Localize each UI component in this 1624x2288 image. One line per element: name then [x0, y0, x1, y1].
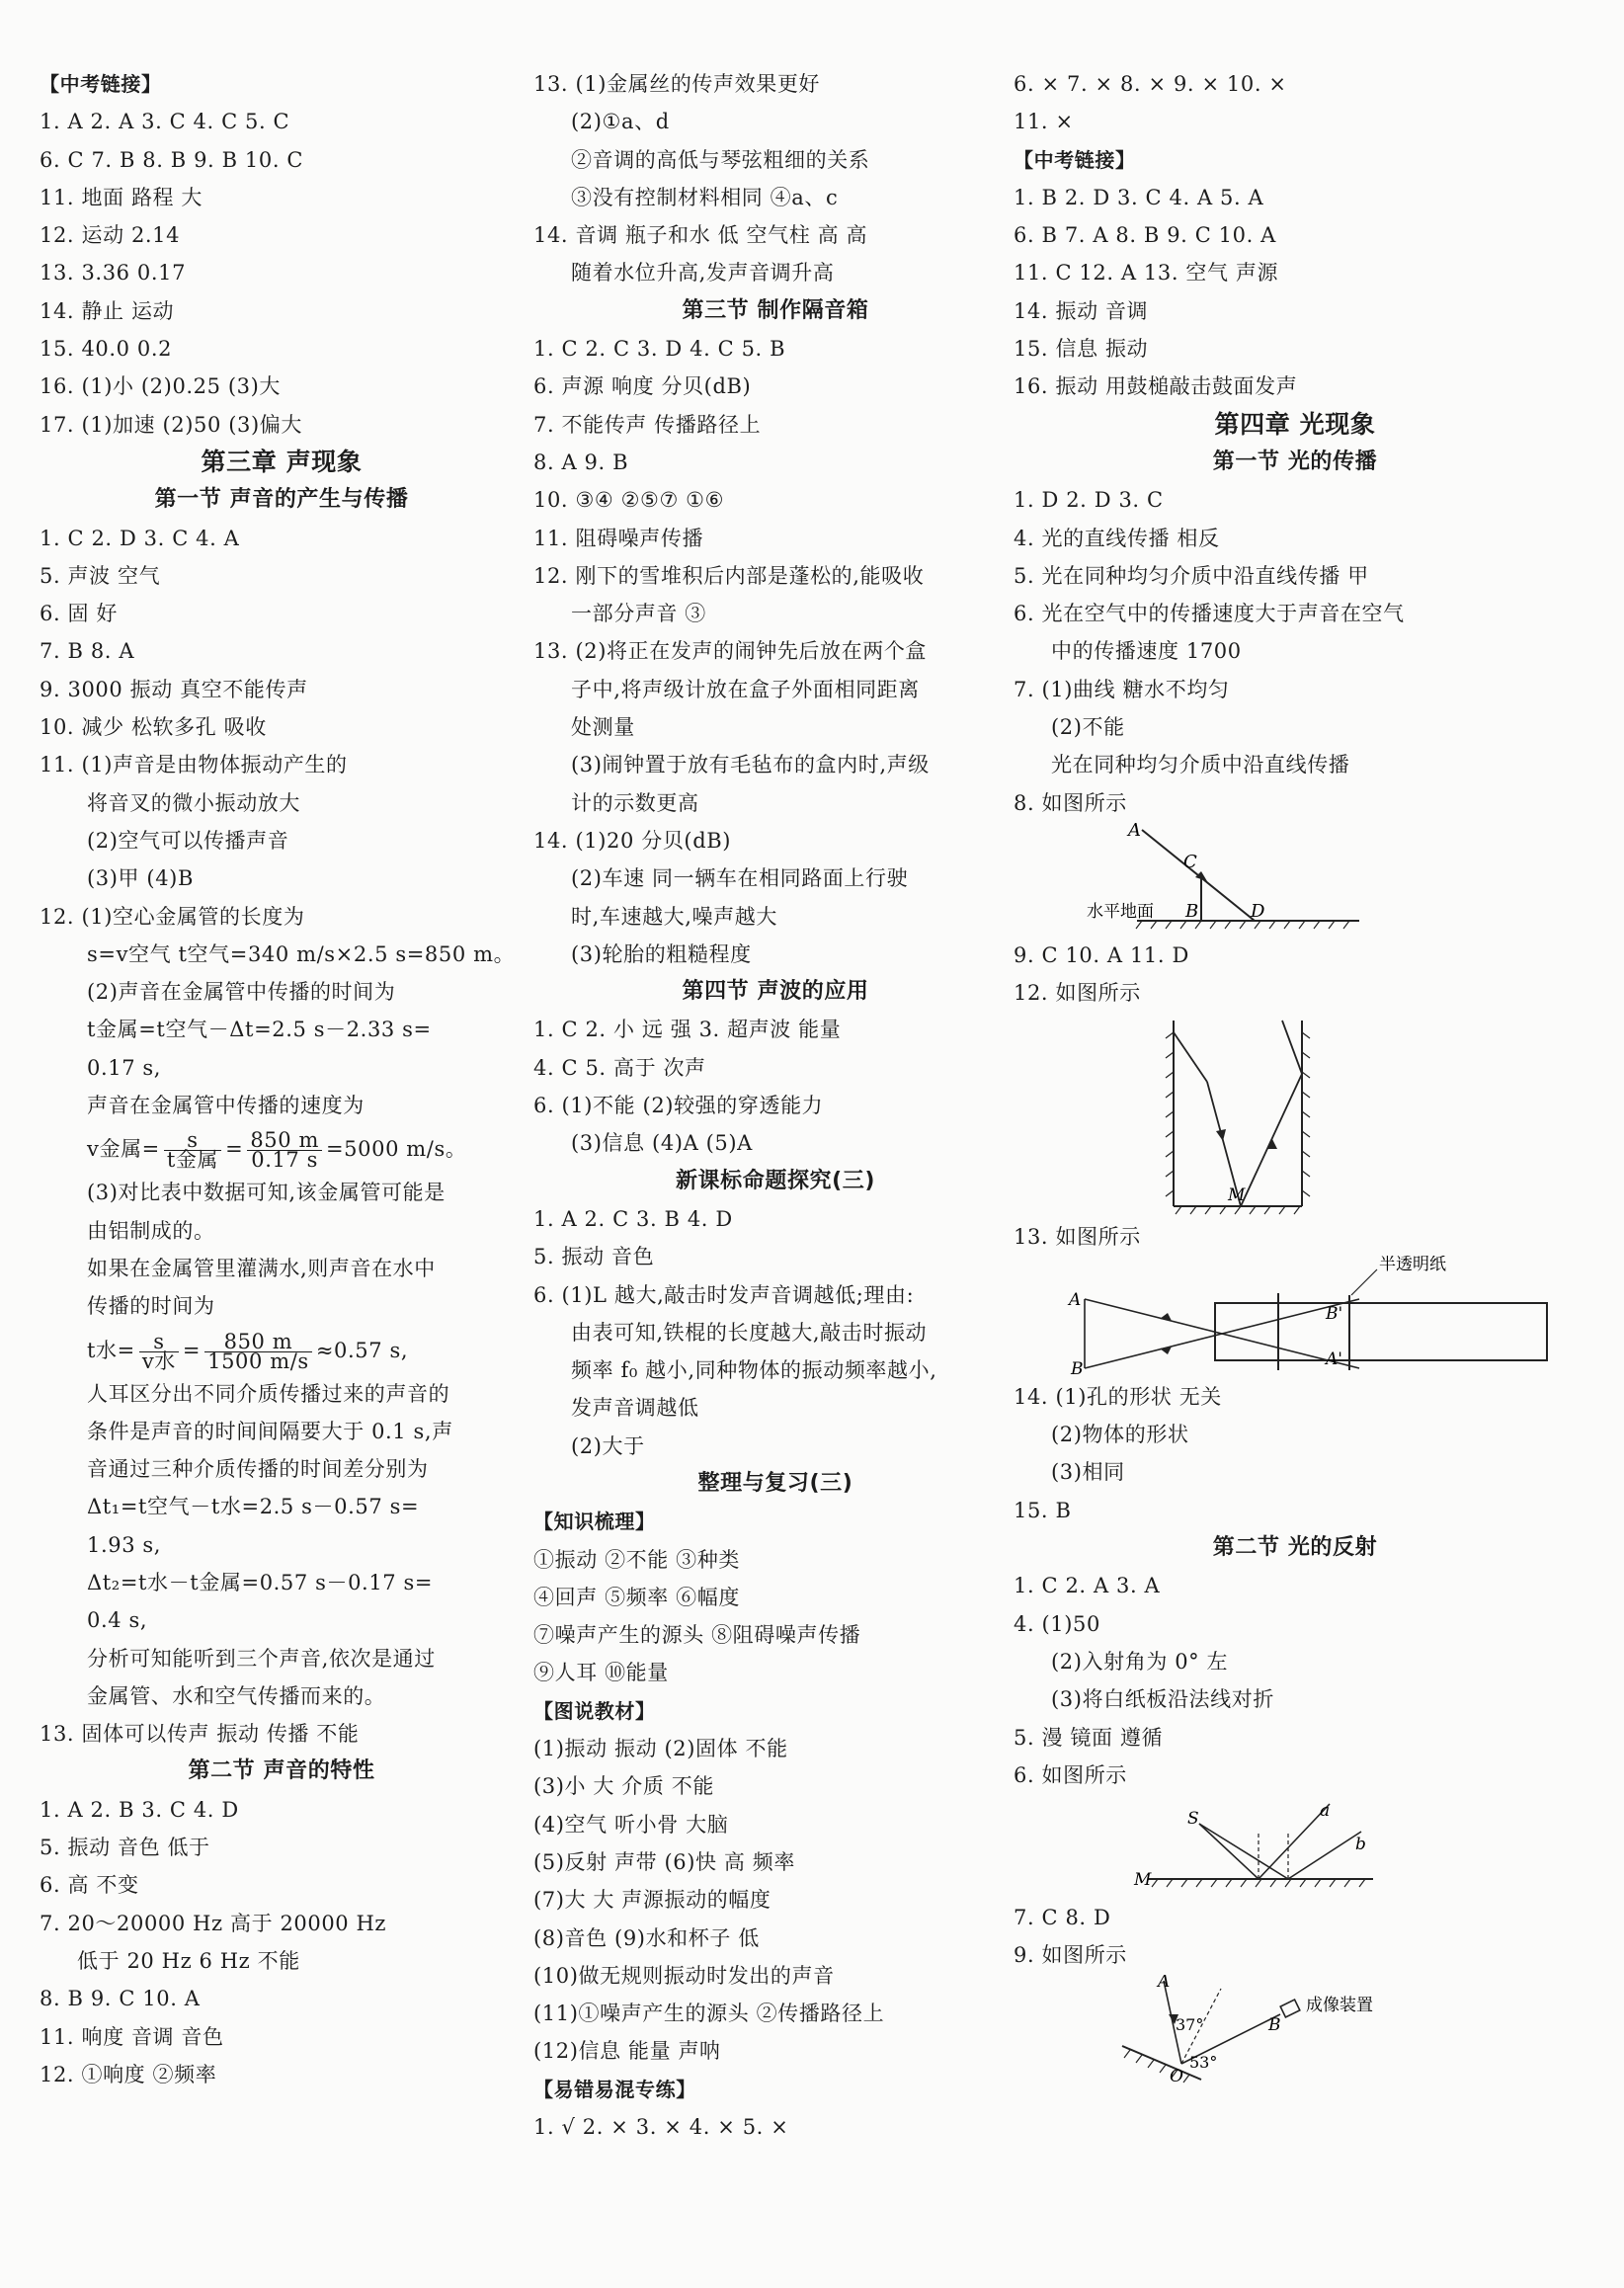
- answer-line: (2)入射角为 0° 左: [1051, 1649, 1229, 1674]
- svg-text:D: D: [1251, 900, 1265, 922]
- answer-line: 1. C 2. A 3. A: [1014, 1574, 1161, 1598]
- answer-line: 将音叉的微小振动放大: [87, 790, 300, 815]
- svg-text:C: C: [1183, 851, 1197, 872]
- column-3: [1014, 65, 1577, 2085]
- answer-line: (7)大 大 声源振动的幅度: [533, 1888, 771, 1913]
- answer-line: 11. ×: [1014, 110, 1074, 134]
- section-tag: 【中考链接】: [40, 72, 162, 96]
- answer-line: 7. 20～20000 Hz 高于 20000 Hz: [40, 1911, 387, 1935]
- answer-line: 10. ③④ ②⑤⑦ ①⑥: [533, 488, 725, 513]
- answer-line: 低于 20 Hz 6 Hz 不能: [77, 1948, 300, 1973]
- answer-line: 6. 如图所示: [1014, 1762, 1127, 1787]
- answer-line: ②音调的高低与琴弦粗细的关系: [571, 147, 870, 172]
- answer-line: (2)①a、d: [571, 110, 670, 134]
- answer-line: 7. B 8. A: [40, 639, 135, 664]
- section-tag: 【中考链接】: [1014, 147, 1136, 172]
- answer-line: 14. 振动 音调: [1014, 298, 1149, 323]
- answer-line: s=v空气 t空气=340 m/s×2.5 s=850 m。: [87, 941, 516, 966]
- answer-line: Δt₂=t水－t金属=0.57 s－0.17 s=: [87, 1570, 434, 1594]
- answer-line: (2)声音在金属管中传播的时间为: [87, 980, 396, 1005]
- answer-line: 12. 运动 2.14: [40, 223, 181, 248]
- answer-line: 14. 静止 运动: [40, 298, 175, 323]
- answer-line: 6. B 7. A 8. B 9. C 10. A: [1014, 223, 1276, 248]
- answer-line: 6. (1)L 越大,敲击时发声音调越低;理由:: [533, 1282, 915, 1307]
- figure-9: [1014, 1975, 1577, 2085]
- svg-text:53°: 53°: [1189, 2052, 1218, 2072]
- answer-line: 5. 光在同种均匀介质中沿直线传播 甲: [1014, 563, 1369, 588]
- answer-line: 11. 响度 音调 音色: [40, 2024, 224, 2049]
- answer-line: 16. 振动 用鼓槌敲击鼓面发声: [1014, 374, 1298, 399]
- answer-line: 14. 音调 瓶子和水 低 空气柱 高 高: [533, 223, 868, 248]
- answer-line: 子中,将声级计放在盒子外面相同距离: [571, 677, 920, 701]
- answer-line: 12. (1)空心金属管的长度为: [40, 904, 305, 929]
- answer-line: 13. (2)将正在发声的闹钟先后放在两个盒: [533, 639, 928, 664]
- svg-text:S: S: [1187, 1809, 1199, 1830]
- figure-13: [1014, 1256, 1577, 1378]
- section-title: 整理与复习(三): [697, 1470, 853, 1496]
- answer-line: 8. 如图所示: [1014, 790, 1127, 815]
- svg-text:A: A: [1069, 1289, 1082, 1310]
- section-title: 第二节 光的反射: [1212, 1535, 1378, 1561]
- answer-line: 15. 40.0 0.2: [40, 337, 173, 362]
- svg-text:B: B: [1185, 900, 1199, 922]
- section-title: 新课标命题探究(三): [675, 1168, 876, 1193]
- answer-line: 金属管、水和空气传播而来的。: [87, 1683, 386, 1708]
- figure-6-diagram: [1014, 1794, 1577, 1899]
- answer-line: 7. (1)曲线 糖水不均匀: [1014, 677, 1230, 701]
- answer-line: (3)甲 (4)B: [87, 866, 195, 891]
- answer-line: 1. B 2. D 3. C 4. A 5. A: [1014, 185, 1264, 209]
- figure-13-diagram: [1014, 1256, 1577, 1378]
- section-title: 第二节 声音的特性: [188, 1758, 375, 1784]
- answer-line: 0.4 s,: [87, 1608, 148, 1633]
- answer-line: (4)空气 听小骨 大脑: [533, 1812, 729, 1837]
- answer-line: (3)轮胎的粗糙程度: [571, 941, 752, 966]
- answer-line: 12. 如图所示: [1014, 981, 1141, 1006]
- svg-text:A: A: [1158, 1974, 1171, 1992]
- answer-line: 一部分声音 ③: [571, 602, 706, 626]
- answer-line: 发声音调越低: [571, 1396, 699, 1421]
- answer-line: 1. A 2. A 3. C 4. C 5. C: [40, 110, 290, 134]
- answer-line: (2)不能: [1051, 715, 1125, 740]
- svg-text:B': B': [1326, 1303, 1343, 1324]
- answer-line: (12)信息 能量 声呐: [533, 2039, 721, 2064]
- svg-text:成像装置: 成像装置: [1306, 1995, 1373, 2015]
- svg-text:水平地面: 水平地面: [1087, 901, 1154, 922]
- column-1: [40, 65, 524, 2093]
- answer-line: 1. C 2. 小 远 强 3. 超声波 能量: [533, 1018, 842, 1042]
- answer-line: ⑨人耳 ⑩能量: [533, 1661, 669, 1685]
- answer-line: (3)将白纸板沿法线对折: [1051, 1687, 1274, 1712]
- answer-line: 6. 高 不变: [40, 1873, 139, 1898]
- answer-line: 光在同种均匀介质中沿直线传播: [1051, 753, 1350, 777]
- answer-line: 6. 固 好: [40, 602, 118, 626]
- section-title: 第四节 声波的应用: [682, 979, 869, 1005]
- answer-line: 声音在金属管中传播的速度为: [87, 1094, 365, 1118]
- answer-line: (3)相同: [1051, 1460, 1125, 1485]
- answer-line: 6. 光在空气中的传播速度大于声音在空气: [1014, 602, 1405, 626]
- section-title: 第一节 声音的产生与传播: [154, 487, 409, 513]
- answer-line: 时,车速越大,噪声越大: [571, 904, 777, 929]
- answer-line: 6. 声源 响度 分贝(dB): [533, 374, 752, 399]
- formula-time: t水= $\frac{s}{\text{v水}}$ = $\frac{850 m}{1500 m/s}$ ≈0.57 s,: [87, 1329, 409, 1373]
- answer-line: ③没有控制材料相同 ④a、c: [571, 185, 839, 209]
- answer-line: 分析可知能听到三个声音,依次是通过: [87, 1646, 436, 1671]
- answer-line: 1.93 s,: [87, 1532, 162, 1557]
- answer-line: 1. √ 2. × 3. × 4. × 5. ×: [533, 2115, 789, 2140]
- formula-speed: v金属= $\frac{s}{\text{t金属}}$ = $\frac{850 m}{0.17 s}$ =5000 m/s。: [87, 1128, 467, 1173]
- answer-line: 音通过三种介质传播的时间差分别为: [87, 1457, 429, 1482]
- answer-line: 传播的时间为: [87, 1294, 215, 1319]
- answer-line: 5. 振动 音色 低于: [40, 1836, 210, 1860]
- answer-line: 12. 刚下的雪堆积后内部是蓬松的,能吸收: [533, 563, 925, 588]
- answer-line: 1. A 2. B 3. C 4. D: [40, 1797, 239, 1822]
- fraction: $\frac{s}{\text{t金属}}$: [164, 1131, 221, 1170]
- figure-12: [1014, 1013, 1577, 1218]
- chapter-title: 第四章 光现象: [1214, 409, 1376, 439]
- answer-line: (3)信息 (4)A (5)A: [571, 1131, 753, 1156]
- svg-text:半透明纸: 半透明纸: [1379, 1255, 1446, 1274]
- answer-line: 人耳区分出不同介质传播过来的声音的: [87, 1381, 450, 1406]
- answer-line: 6. (1)不能 (2)较强的穿透能力: [533, 1094, 824, 1118]
- fraction: $\frac{850 m}{0.17 s}$: [247, 1131, 322, 1170]
- answer-line: 5. 声波 空气: [40, 563, 161, 588]
- answer-line: 4. 光的直线传播 相反: [1014, 526, 1220, 550]
- figure-6: [1014, 1794, 1577, 1899]
- answer-line: t金属=t空气－Δt=2.5 s－2.33 s=: [87, 1018, 432, 1042]
- answer-line: 条件是声音的时间间隔要大于 0.1 s,声: [87, 1419, 453, 1443]
- answer-line: 11. (1)声音是由物体振动产生的: [40, 753, 348, 777]
- answer-line: (3)小 大 介质 不能: [533, 1774, 714, 1799]
- answer-line: 17. (1)加速 (2)50 (3)偏大: [40, 412, 302, 437]
- answer-line: 15. 信息 振动: [1014, 337, 1149, 362]
- svg-text:A: A: [1128, 821, 1141, 841]
- answer-line: 处测量: [571, 715, 635, 740]
- answer-line: 4. (1)50: [1014, 1611, 1100, 1636]
- answer-line: 6. × 7. × 8. × 9. × 10. ×: [1014, 72, 1287, 96]
- figure-8: [1014, 822, 1577, 937]
- answer-line: 6. C 7. B 8. B 9. B 10. C: [40, 147, 304, 172]
- svg-text:O: O: [1170, 2066, 1183, 2085]
- answer-line: 8. B 9. C 10. A: [40, 1987, 201, 2011]
- answer-line: 7. 不能传声 传播路径上: [533, 412, 762, 437]
- section-tag: 【图说教材】: [533, 1698, 656, 1723]
- svg-text:37°: 37°: [1176, 2014, 1204, 2034]
- answer-line: (11)①噪声产生的源头 ②传播路径上: [533, 2002, 885, 2026]
- answer-line: 14. (1)孔的形状 无关: [1014, 1384, 1222, 1409]
- answer-line: 频率 f₀ 越小,同种物体的振动频率越小,: [571, 1358, 937, 1383]
- answer-line: (3)对比表中数据可知,该金属管可能是: [87, 1181, 446, 1205]
- svg-text:b: b: [1355, 1835, 1366, 1855]
- answer-line: (2)大于: [571, 1433, 645, 1458]
- answer-line: 13. 3.36 0.17: [40, 261, 187, 286]
- answer-line: 11. C 12. A 13. 空气 声源: [1014, 261, 1279, 286]
- section-title: 第三节 制作隔音箱: [682, 297, 869, 323]
- answer-line: ⑦噪声产生的源头 ⑧阻碍噪声传播: [533, 1623, 861, 1648]
- answer-line: 中的传播速度 1700: [1051, 639, 1242, 664]
- column-2: [533, 65, 1017, 2146]
- figure-8-diagram: [1014, 822, 1577, 937]
- answer-line: 4. C 5. 高于 次声: [533, 1055, 706, 1080]
- answer-line: 12. ①响度 ②频率: [40, 2062, 217, 2086]
- answer-line: 7. C 8. D: [1014, 1906, 1111, 1930]
- answer-line: 9. C 10. A 11. D: [1014, 942, 1189, 967]
- answer-line: ④回声 ⑤频率 ⑥幅度: [533, 1585, 740, 1609]
- svg-text:M: M: [1134, 1870, 1152, 1891]
- figure-12-diagram: [1014, 1013, 1577, 1218]
- answer-line: 1. D 2. D 3. C: [1014, 488, 1164, 513]
- answer-line: 13. 固体可以传声 振动 传播 不能: [40, 1722, 360, 1747]
- answer-line: 0.17 s,: [87, 1055, 162, 1080]
- answer-line: (8)音色 (9)水和杯子 低: [533, 1925, 760, 1950]
- answer-line: (2)车速 同一辆车在相同路面上行驶: [571, 866, 909, 891]
- svg-text:a: a: [1320, 1801, 1331, 1822]
- answer-line: 10. 减少 松软多孔 吸收: [40, 715, 267, 740]
- answer-line: 9. 3000 振动 真空不能传声: [40, 677, 308, 701]
- svg-text:B: B: [1268, 2014, 1281, 2035]
- answer-line: (2)物体的形状: [1051, 1423, 1189, 1447]
- answer-line: 11. 阻碍噪声传播: [533, 526, 704, 550]
- svg-text:B: B: [1071, 1358, 1084, 1378]
- answer-line: (10)做无规则振动时发出的声音: [533, 1963, 835, 1988]
- svg-text:M: M: [1228, 1185, 1246, 1205]
- answer-line: 随着水位升高,发声音调升高: [571, 261, 835, 286]
- answer-line: (3)闹钟置于放有毛毡布的盒内时,声级: [571, 753, 930, 777]
- fraction: $\frac{850 m}{1500 m/s}$: [204, 1333, 312, 1371]
- fraction: $\frac{s}{\text{v水}}$: [139, 1333, 179, 1371]
- answer-line: 15. B: [1014, 1498, 1072, 1522]
- answer-line: 13. 如图所示: [1014, 1224, 1141, 1249]
- answer-line: 由铝制成的。: [87, 1218, 215, 1243]
- answer-line: (1)振动 振动 (2)固体 不能: [533, 1737, 788, 1761]
- answer-line: 计的示数更高: [571, 790, 699, 815]
- chapter-title: 第三章 声现象: [201, 447, 363, 476]
- answer-line: 13. (1)金属丝的传声效果更好: [533, 72, 821, 96]
- answer-line: 9. 如图所示: [1014, 1943, 1127, 1968]
- answer-line: 1. C 2. D 3. C 4. A: [40, 526, 240, 550]
- section-tag: 【知识梳理】: [533, 1510, 656, 1534]
- answer-line: 1. C 2. C 3. D 4. C 5. B: [533, 337, 786, 362]
- answer-line: Δt₁=t空气－t水=2.5 s－0.57 s=: [87, 1495, 420, 1519]
- answer-line: 8. A 9. B: [533, 449, 629, 474]
- answer-line: 5. 振动 音色: [533, 1245, 655, 1269]
- figure-9-diagram: [1014, 1975, 1577, 2085]
- answer-line: 由表可知,铁棍的长度越大,敲击时振动: [571, 1320, 928, 1345]
- answer-line: ①振动 ②不能 ③种类: [533, 1547, 740, 1572]
- answer-line: 11. 地面 路程 大: [40, 185, 203, 209]
- answer-line: 5. 漫 镜面 遵循: [1014, 1725, 1164, 1750]
- answer-line: 14. (1)20 分贝(dB): [533, 828, 732, 853]
- answer-line: (5)反射 声带 (6)快 高 频率: [533, 1849, 795, 1874]
- section-title: 第一节 光的传播: [1212, 449, 1378, 474]
- answer-line: 1. A 2. C 3. B 4. D: [533, 1206, 733, 1231]
- answer-line: (2)空气可以传播声音: [87, 828, 289, 853]
- svg-text:A': A': [1326, 1348, 1342, 1369]
- section-tag: 【易错易混专练】: [533, 2077, 696, 2101]
- answer-line: 16. (1)小 (2)0.25 (3)大: [40, 374, 282, 399]
- answer-line: 如果在金属管里灌满水,则声音在水中: [87, 1256, 436, 1280]
